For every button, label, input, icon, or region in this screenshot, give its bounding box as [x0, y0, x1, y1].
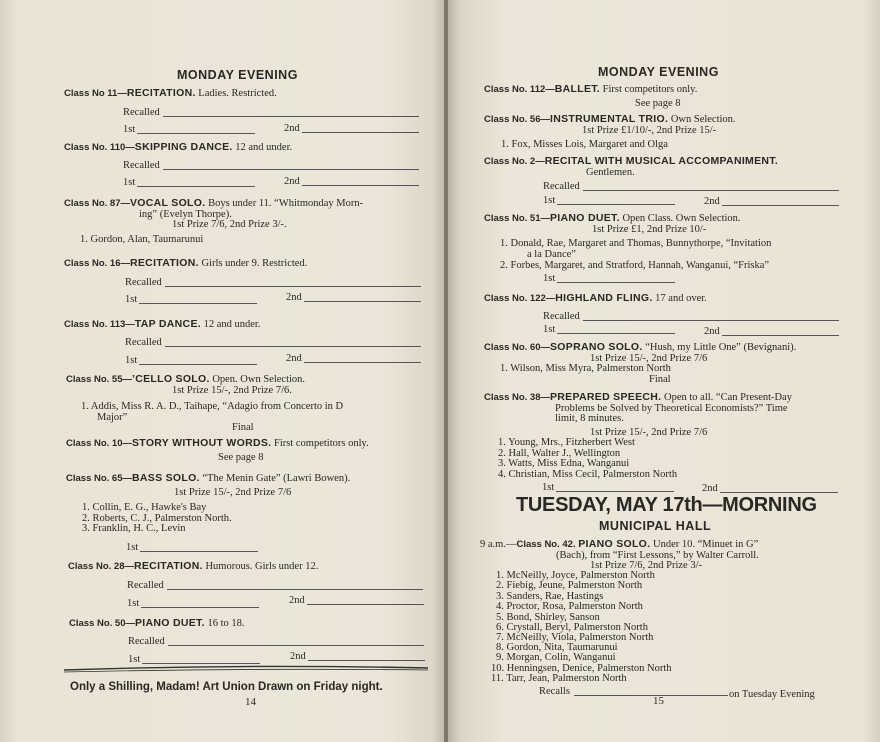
first-line: [556, 491, 674, 492]
page-heading: MONDAY EVENING: [598, 65, 719, 79]
prize-text: 1st Prize £1/10/-, 2nd Prize 15/-: [582, 125, 717, 136]
first-line: [137, 133, 255, 134]
second-line: [302, 185, 419, 186]
prize-text: 1st Prize 15/-, 2nd Prize 7/6: [174, 487, 292, 498]
recalled-label: Recalled: [543, 311, 580, 322]
second-line: [722, 205, 839, 206]
second-label: 2nd: [704, 196, 720, 207]
second-label: 2nd: [286, 353, 302, 364]
class-desc: (Bach), from “First Lessons,” by Walter Carroll.: [556, 550, 759, 561]
recalled-label: Recalled: [128, 636, 165, 647]
competitor-entry: 8. Gordon, Nita, Taumarunui: [496, 642, 618, 653]
competitor-entry: 3. Franklin, H. C., Levin: [82, 523, 186, 534]
competitor-entry: 1. Young, Mrs., Fitzherbert West: [498, 437, 635, 448]
first-line: [139, 364, 257, 365]
first-label: 1st: [125, 355, 138, 366]
recalls-label: Recalls: [539, 686, 570, 697]
second-line: [307, 604, 424, 605]
class-entry: Class No. 60—SOPRANO SOLO. “Hush, my Little One” (Bevignani).: [484, 341, 797, 353]
see-page-note: See page 8: [218, 452, 264, 463]
class-entry: Class No. 56—INSTRUMENTAL TRIO. Own Selection.: [484, 113, 736, 125]
class-entry: Class No. 10—STORY WITHOUT WORDS. First competitors only.: [66, 437, 369, 449]
final-label: Final: [649, 374, 671, 385]
first-label: 1st: [542, 482, 555, 493]
recalled-line: [165, 346, 421, 347]
prize-text: 1st Prize 15/-, 2nd Prize 7/6.: [172, 385, 292, 396]
recalled-label: Recalled: [127, 580, 164, 591]
first-line: [140, 551, 258, 552]
class-entry: Class No. 16—RECITATION. Girls under 9. Restricted.: [64, 257, 308, 269]
first-line: [557, 333, 675, 334]
competitor-entry: 11. Tarr, Jean, Palmerston North: [491, 673, 627, 684]
competitor-entry: 1. McNeilly, Joyce, Palmerston North: [496, 570, 655, 581]
class-entry: Class No. 122—HIGHLAND FLING. 17 and over.: [484, 292, 707, 304]
second-label: 2nd: [284, 176, 300, 187]
competitor-entry: Major”: [97, 412, 128, 423]
page-number: 14: [245, 696, 256, 708]
see-page-note: See page 8: [635, 98, 681, 109]
competitor-entry: 1. Gordon, Alan, Taumarunui: [80, 234, 204, 245]
class-entry: Class No. 87—VOCAL SOLO. Boys under 11. “Whitmonday Morn-: [64, 197, 364, 209]
recalled-line: [167, 589, 423, 590]
recalled-line: [163, 169, 419, 170]
first-line: [137, 186, 255, 187]
prize-text: 1st Prize £1, 2nd Prize 10/-: [592, 224, 707, 235]
competitor-entry: 1. Wilson, Miss Myra, Palmerston North: [500, 363, 671, 374]
second-label: 2nd: [704, 326, 720, 337]
first-label: 1st: [128, 654, 141, 665]
first-label: 1st: [543, 324, 556, 335]
class-entry: Class No. 110—SKIPPING DANCE. 12 and under.: [64, 141, 293, 153]
class-desc: ing” (Evelyn Thorpe).: [139, 209, 232, 220]
competitor-entry: 9. Morgan, Colin, Wanganui: [496, 652, 616, 663]
second-line: [302, 132, 419, 133]
class-desc: Problems be Solved by Theoretical Economists?” Time: [555, 403, 788, 414]
competitor-entry: 4. Christian, Miss Cecil, Palmerston North: [498, 469, 678, 480]
competitor-entry: 6. Crystall, Beryl, Palmerston North: [496, 622, 648, 633]
prize-text: 1st Prize 15/-, 2nd Prize 7/6: [590, 353, 708, 364]
competitor-entry: 2. Roberts, C. J., Palmerston North.: [82, 513, 232, 524]
second-label: 2nd: [702, 483, 718, 494]
page-heading: MONDAY EVENING: [177, 68, 298, 82]
second-label: 2nd: [290, 651, 306, 662]
class-entry: Class No. 55—’CELLO SOLO. Open. Own Selection.: [66, 373, 306, 385]
competitor-entry: 3. Sanders, Rae, Hastings: [496, 591, 604, 602]
second-line: [308, 660, 425, 661]
competitor-entry: 2. Forbes, Margaret, and Stratford, Hannah, Wanganui, “Friska”: [500, 260, 770, 271]
class-desc: limit, 8 minutes.: [555, 413, 624, 424]
first-label: 1st: [126, 542, 139, 553]
second-label: 2nd: [284, 123, 300, 134]
footer-text: Only a Shilling, Madam! Art Union Drawn on Friday night.: [70, 681, 383, 693]
class-entry: Class No. 50—PIANO DUET. 16 to 18.: [69, 617, 245, 629]
class-entry: Class No. 113—TAP DANCE. 12 and under.: [64, 318, 261, 330]
first-line: [141, 607, 259, 608]
second-label: 2nd: [286, 292, 302, 303]
class-entry: Class No. 28—RECITATION. Humorous. Girls under 12.: [68, 560, 319, 572]
recalls-line: [574, 695, 728, 696]
page-15: [448, 0, 880, 742]
day-heading: TUESDAY, MAY 17th—MORNING: [516, 494, 817, 516]
class-entry: Class No 11—RECITATION. Ladies. Restricted.: [64, 87, 277, 99]
competitor-entry: 10. Henningsen, Denice, Palmerston North: [491, 663, 672, 674]
ornamental-rule: [64, 664, 428, 674]
recalled-line: [163, 116, 419, 117]
second-line: [304, 301, 421, 302]
competitor-entry: 1. Addis, Miss R. A. D., Taihape, “Adagio from Concerto in D: [81, 401, 344, 412]
competitor-entry: 1. Donald, Rae, Margaret and Thomas, Bunnythorpe, “Invitation: [500, 238, 772, 249]
second-label: 2nd: [289, 595, 305, 606]
recalled-label: Recalled: [125, 277, 162, 288]
competitor-entry: 4. Proctor, Rosa, Palmerston North: [496, 601, 643, 612]
first-label: 1st: [125, 294, 138, 305]
page-number: 15: [653, 695, 664, 707]
first-label: 1st: [123, 177, 136, 188]
first-line: [557, 282, 675, 283]
class-entry: Class No. 38—PREPARED SPEECH. Open to all. “Can Present-Day: [484, 391, 793, 403]
recalled-label: Recalled: [125, 337, 162, 348]
competitor-entry: 2. Hall, Walter J., Wellington: [498, 448, 621, 459]
first-label: 1st: [543, 273, 556, 284]
recalled-line: [165, 286, 421, 287]
class-entry: Class No. 51—PIANO DUET. Open Class. Own Selection.: [484, 212, 741, 224]
prize-text: 1st Prize 7/6, 2nd Prize 3/-: [590, 560, 702, 571]
recalled-line: [168, 645, 424, 646]
second-line: [722, 335, 839, 336]
competitor-entry: 7. McNeilly, Viola, Palmerston North: [496, 632, 654, 643]
prize-text: 1st Prize 15/-, 2nd Prize 7/6: [590, 427, 708, 438]
class-entry: 9 a.m.—Class No. 42. PIANO SOLO. Under 10. “Minuet in G”: [480, 538, 759, 550]
final-label: Final: [232, 422, 254, 433]
first-line: [139, 303, 257, 304]
recalled-line: [583, 320, 839, 321]
first-line: [557, 204, 675, 205]
class-entry: Class No. 65—BASS SOLO. “The Menin Gate” (Lawri Bowen).: [66, 472, 351, 484]
venue-heading: MUNICIPAL HALL: [599, 519, 712, 533]
recalled-label: Recalled: [123, 160, 160, 171]
recalled-label: Recalled: [123, 107, 160, 118]
competitor-entry: 3. Watts, Miss Edna, Wanganui: [498, 458, 630, 469]
recalled-label: Recalled: [543, 181, 580, 192]
class-desc: Gentlemen.: [586, 167, 635, 178]
competitor-entry: 1. Fox, Misses Lois, Margaret and Olga: [501, 139, 668, 150]
competitor-entry: 5. Bond, Shirley, Sanson: [496, 612, 600, 623]
first-label: 1st: [543, 195, 556, 206]
class-entry: Class No. 2—RECITAL WITH MUSICAL ACCOMPANIMENT.: [484, 155, 779, 167]
second-line: [304, 362, 421, 363]
competitor-entry: a la Dance”: [527, 249, 576, 260]
recalls-note: on Tuesday Evening: [729, 689, 815, 700]
class-entry: Class No. 112—BALLET. First competitors only.: [484, 83, 698, 95]
second-line: [720, 492, 838, 493]
first-label: 1st: [123, 124, 136, 135]
competitor-entry: 2. Fiebig, Jeune, Palmerston North: [496, 580, 643, 591]
competitor-entry: 1. Collin, E. G., Hawke's Bay: [82, 502, 207, 513]
prize-text: 1st Prize 7/6, 2nd Prize 3/-.: [172, 219, 287, 230]
first-label: 1st: [127, 598, 140, 609]
recalled-line: [583, 190, 839, 191]
